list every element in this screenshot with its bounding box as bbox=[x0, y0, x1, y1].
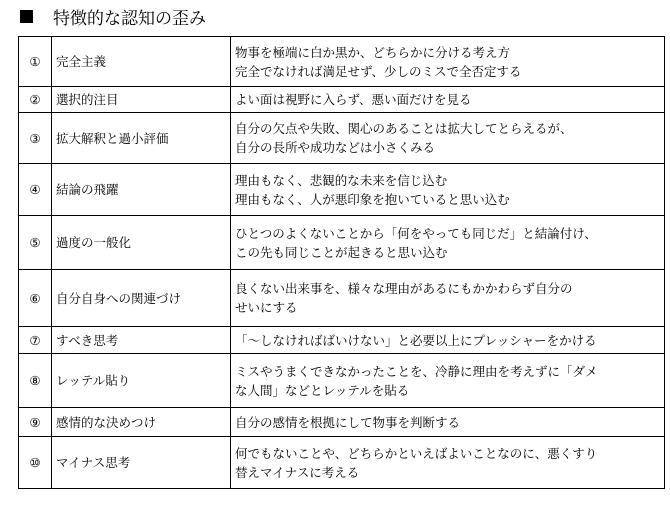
description-line: よい面は視野に入らず、悪い面だけを見る bbox=[235, 92, 472, 107]
distortion-description bbox=[231, 164, 665, 216]
row-number: ⑧ bbox=[19, 354, 52, 408]
description-line: 物事を極端に白か黒か、どちらかに分ける考え方 bbox=[235, 44, 511, 60]
row-number: ⑥ bbox=[19, 270, 52, 327]
distortion-description bbox=[231, 408, 665, 437]
table-row bbox=[19, 216, 665, 270]
distortion-description bbox=[231, 270, 665, 327]
description-line: 替えマイナスに考える bbox=[235, 464, 360, 480]
distortion-name: 拡大解釈と過小評価 bbox=[52, 113, 231, 164]
description-line: この先も同じことが起きると思い込む bbox=[235, 244, 448, 260]
table-row bbox=[19, 87, 665, 113]
table-row bbox=[19, 164, 665, 216]
description-line: 良くない出来事を、様々な理由があるにもかかわらず自分の bbox=[235, 281, 573, 296]
distortion-name: 選択的注目 bbox=[52, 87, 231, 113]
table-row bbox=[19, 113, 665, 164]
distortion-name: 自分自身への関連づけ bbox=[52, 270, 231, 327]
distortion-description bbox=[231, 354, 665, 408]
table-row bbox=[19, 37, 665, 87]
distortion-name: 感情的な決めつけ bbox=[52, 408, 231, 437]
distortion-description bbox=[231, 216, 665, 270]
distortion-name: マイナス思考 bbox=[52, 437, 231, 489]
distortion-name: すべき思考 bbox=[52, 327, 231, 354]
description-line: ミスやうまくできなかったことを、冷静に理由を考えずに「ダメ bbox=[235, 363, 598, 379]
title-text: 特徴的な認知の歪み bbox=[53, 8, 206, 29]
table-row bbox=[19, 327, 665, 354]
table-row bbox=[19, 354, 665, 408]
description-line: ひとつのよくないことから「何をやっても同じだ」と結論付け、 bbox=[235, 225, 597, 241]
distortion-name: 結論の飛躍 bbox=[52, 164, 231, 216]
row-number: ② bbox=[19, 87, 52, 113]
distortion-description bbox=[231, 327, 665, 354]
row-number: ⑦ bbox=[19, 327, 52, 354]
description-line: せいにする bbox=[235, 300, 298, 315]
distortion-description bbox=[231, 113, 665, 164]
description-line: 理由もなく、悲観的な未来を信じ込む bbox=[235, 172, 448, 188]
row-number: ① bbox=[19, 37, 52, 87]
description-line: 「～しなければばいけない」と必要以上にプレッシャーをかける bbox=[235, 332, 597, 348]
description-line: 自分の欠点や失敗、関心のあることは拡大してとらえるが、 bbox=[235, 121, 573, 136]
row-number: ⑤ bbox=[19, 216, 52, 270]
description-line: な人間」などとレッテルを貼る bbox=[235, 382, 410, 398]
row-number: ⑨ bbox=[19, 408, 52, 437]
square-bullet-icon bbox=[20, 10, 33, 23]
description-line: 完全でなければ満足せず、少しのミスで全否定する bbox=[235, 63, 522, 79]
description-line: 自分の長所や成功などは小さくみる bbox=[235, 140, 436, 155]
description-line: 理由もなく、人が悪印象を抱いていると思い込む bbox=[235, 191, 510, 207]
description-line: 何でもないことや、どちらかといえばよいことなのに、悪くすり bbox=[235, 445, 598, 461]
table-row bbox=[19, 437, 665, 489]
distortion-name: 過度の一般化 bbox=[52, 216, 231, 270]
row-number: ⑩ bbox=[19, 437, 52, 489]
distortion-name: 完全主義 bbox=[52, 37, 231, 87]
distortion-description bbox=[231, 37, 665, 87]
distortions-table bbox=[18, 36, 665, 489]
table-row bbox=[19, 408, 665, 437]
distortion-description bbox=[231, 437, 665, 489]
description-line: 自分の感情を根拠にして物事を判断する bbox=[235, 414, 461, 430]
row-number: ④ bbox=[19, 164, 52, 216]
distortion-name: レッテル貼り bbox=[52, 354, 231, 408]
row-number: ③ bbox=[19, 113, 52, 164]
distortion-description bbox=[231, 87, 665, 113]
page-title bbox=[20, 3, 206, 29]
table-row bbox=[19, 270, 665, 327]
